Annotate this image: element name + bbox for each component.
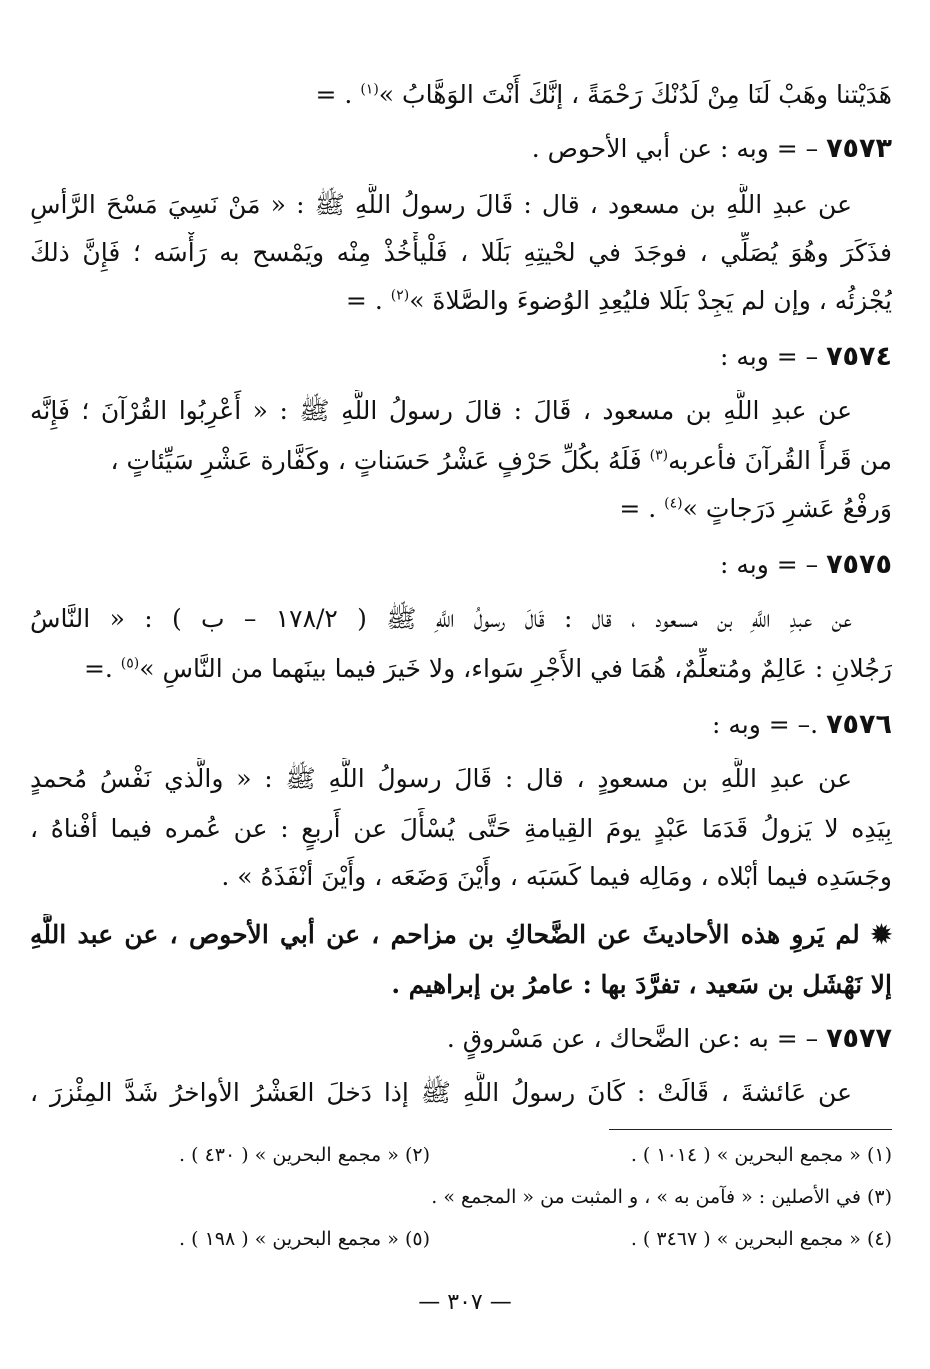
text-segment: . = <box>315 80 361 109</box>
footnote-ref: (٢) <box>390 287 410 304</box>
hadith-number: ٧٥٧٥ <box>826 549 892 580</box>
text-segment: وجَسَدِه فيما أبْلاه ، ومَالِه فيما كَسَبَه ، وأَيْنَ وَضَعَه ، وأَيْنَ أنْفَذَهُ » . <box>221 862 892 891</box>
text-line-3 <box>30 184 892 228</box>
text-line-14 <box>30 758 892 802</box>
text-segment: عن عبدِ اللَّهِ بن مسعود ، قَالَ : قالَ رسولُ اللَّهِ ﷺ : « أَعْرِبُوا القُرْآنَ ؛ فَإِنَّه <box>30 396 852 425</box>
text-segment: إلا نَهْشَل بن سَعيد ، تفرَّدَ بها : عامرُ بن إبراهيم . <box>391 970 892 999</box>
footnote-4: (٤) « مجمع البحرين » ( ٣٤٦٧ ) . <box>630 1228 892 1250</box>
hadith-number: ٧٥٧٣ <box>826 133 892 164</box>
hadith-chain: – = به :عن الضَّحاك ، عن مَسْروقٍ . <box>446 1024 827 1053</box>
text-segment: ✹ لم يَروِ هذه الأحاديثَ عن الضَّحاكِ بن مزاحم ، عن أبي الأحوص ، عن عبد اللَّهِ <box>30 920 892 949</box>
hadith-number: ٧٥٧٦ <box>826 709 892 740</box>
text-segment: من قَرأَ القُرآنَ فأعربه <box>668 446 892 475</box>
text-segment: فذَكَرَ وهُوَ يُصَلِّي ، فوجَدَ في لحْيتِهِ بَلَلا ، فَلْيأْخُذْ مِنْه ويَمْسح به رَأْسَه ؛ فَإِنَّ ذلكَ <box>30 238 892 267</box>
text-segment: عن عبدِ اللَّهِ بن مسعود ، قال : قَالَ رسولُ اللَّهِ ﷺ ( ١٧٨/٢ – ب ) : « النَّاسُ <box>30 604 852 633</box>
footnote-1: (١) « مجمع البحرين » ( ١٠١٤ ) . <box>630 1144 892 1166</box>
hadith-number: ٧٥٧٧ <box>826 1023 892 1054</box>
footnote-2: (٢) « مجمع البحرين » ( ٤٣٠ ) . <box>179 1144 430 1166</box>
footnote-ref: (١) <box>360 81 379 98</box>
hadith-number: ٧٥٧٤ <box>826 341 892 372</box>
page-number: — ٣٠٧ — <box>418 1290 512 1315</box>
hadith-chain: – = وبه : <box>719 550 827 579</box>
text-line-1 <box>30 74 892 118</box>
hadith-chain: – = وبه : <box>719 342 827 371</box>
text-line-8 <box>30 440 892 484</box>
text-line-11 <box>30 598 892 642</box>
text-segment: وَرفْعُ عَشرِ دَرَجاتٍ » <box>682 494 892 523</box>
hadith-chain: – = وبه : عن أبي الأحوص . <box>531 134 827 163</box>
footnote-5: (٥) « مجمع البحرين » ( ١٩٨ ) . <box>179 1228 430 1250</box>
text-line-5 <box>30 280 892 324</box>
text-segment: رَجُلانِ : عَالِمٌ ومُتعلِّمٌ، هُمَا في الأَجْرِ سَواء، ولا خَيرَ فيما بينَهما من النَّاسِ » <box>139 654 892 683</box>
hadith-chain: .– = وبه : <box>712 710 827 739</box>
hadith-heading-7575 <box>30 544 892 588</box>
text-segment: . = <box>345 286 391 315</box>
hadith-heading-7577 <box>30 1018 892 1062</box>
text-line-4 <box>30 232 892 276</box>
footnote-3: (٣) في الأصلين : « فآمن به » ، و المثبت من « المجمع » . <box>431 1186 892 1208</box>
text-segment: عن عبدِ اللَّهِ بن مسعود ، قال : قَالَ رسولُ اللَّهِ ﷺ : « مَنْ نَسِيَ مَسْحَ الرَّأسِ <box>30 190 852 219</box>
footnote-ref: (٤) <box>664 495 683 512</box>
hadith-heading-7574 <box>30 336 892 380</box>
text-segment: .= <box>83 654 121 683</box>
hadith-heading-7576 <box>30 704 892 748</box>
text-segment: . = <box>619 494 665 523</box>
text-line-12 <box>30 648 892 692</box>
text-line-20 <box>30 1072 892 1116</box>
text-segment: بِيَدِه لا يَزولُ قَدَمَا عَبْدٍ يومَ القِيامةِ حَتَّى يُسْأَلَ عن أَربعٍ : عن عُمره فيما أفْناهُ ، <box>30 814 892 843</box>
text-segment: عن عبدِ اللَّهِ بن مسعودٍ ، قال : قَالَ رسولُ اللَّهِ ﷺ : « والَّذي نَفْسُ مُحمدٍ <box>30 764 852 793</box>
text-line-7 <box>30 390 892 434</box>
note-line-2 <box>30 964 892 1008</box>
text-segment: هَدَيْتنا وهَبْ لَنَا مِنْ لَدُنْكَ رَحْمَةً ، إنَّكَ أَنْتَ الوَهَّابُ » <box>378 80 892 109</box>
footnote-ref: (٥) <box>120 655 140 672</box>
note-line-1 <box>30 914 892 958</box>
text-line-9 <box>30 488 892 532</box>
text-line-16 <box>30 856 892 900</box>
text-segment: فَلَهُ بكُلِّ حَرْفٍ عَشْرُ حَسَناتٍ ، وكَفَّارة عَشْرِ سَيِّئاتٍ ، <box>110 446 650 475</box>
text-segment: عن عَائشةَ ، قَالَتْ : كَانَ رسولُ اللَّهِ ﷺ إذا دَخلَ العَشْرُ الأواخرُ شَدَّ المِئْزرَ ، <box>30 1078 852 1107</box>
footnote-separator <box>609 1129 892 1130</box>
text-segment: يُجْزئُه ، وإن لم يَجِدْ بَلَلا فليُعِدِ الوُضوءَ والصَّلاةَ » <box>409 286 892 315</box>
text-line-15 <box>30 808 892 852</box>
hadith-heading-7573 <box>30 128 892 172</box>
footnote-ref: (٣) <box>649 447 669 464</box>
